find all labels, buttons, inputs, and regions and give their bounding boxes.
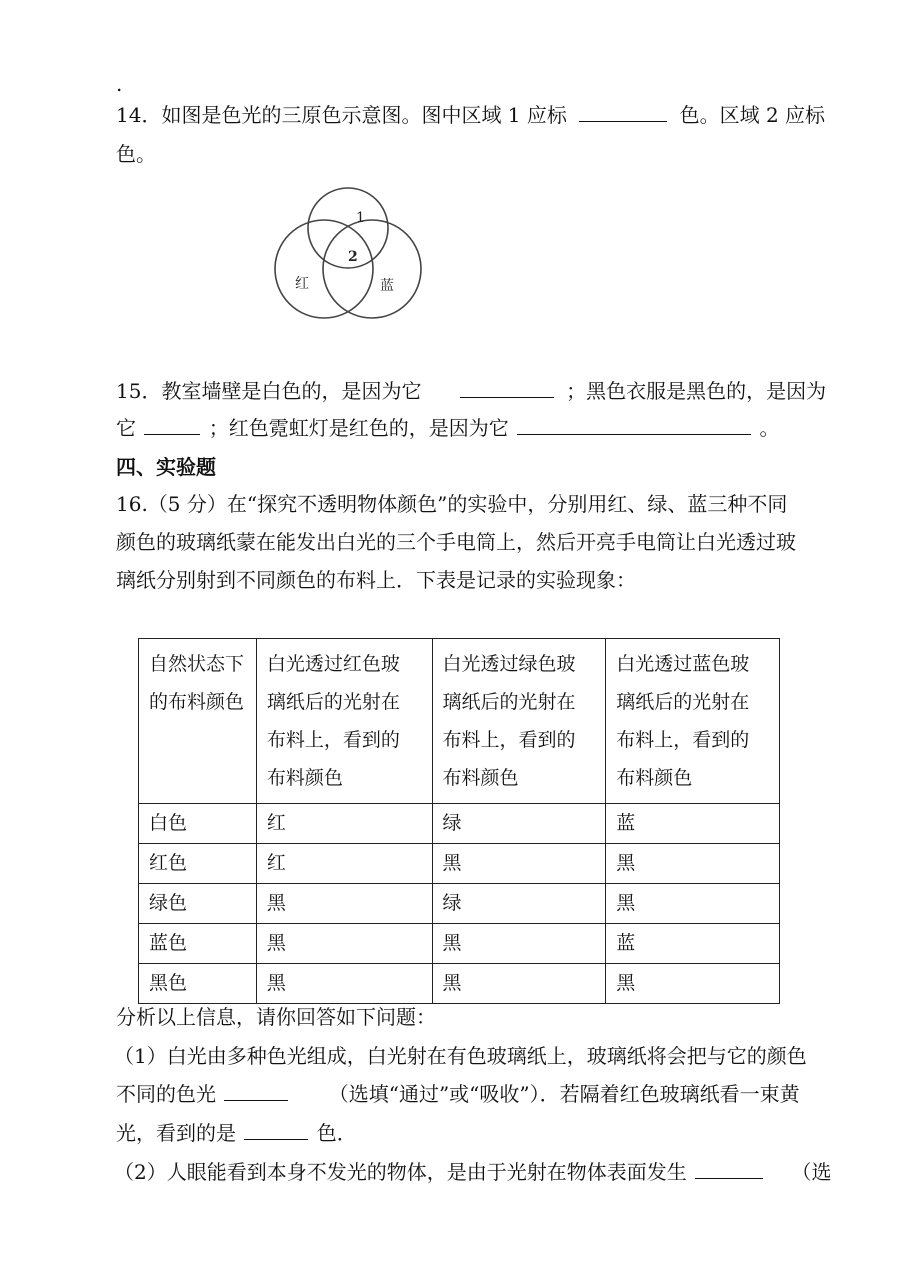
red-label: 红 <box>295 276 309 292</box>
q15-line2 <box>116 414 779 442</box>
table-cell: 红 <box>256 804 432 844</box>
table-cell: 黑 <box>606 884 780 924</box>
analysis-p1-line2 <box>116 1080 800 1108</box>
table-cell: 黑 <box>606 844 780 884</box>
section-title: 四、实验题 <box>116 455 216 479</box>
q14-text-b: 色。区域 2 应标 <box>679 103 826 127</box>
analysis-p1-line3 <box>116 1119 357 1147</box>
header-text: 布料上，看到的 <box>442 729 576 751</box>
p2-blank-1[interactable] <box>695 1177 763 1179</box>
p1-text-d: 色． <box>316 1121 357 1145</box>
q15-text-d: ；红色霓虹灯是红色的，是因为它 <box>208 416 509 440</box>
p1-text-b: （选填“通过”或“吸收”）．若隔着红色玻璃纸看一束黄 <box>328 1082 800 1106</box>
table-row <box>139 804 780 844</box>
header-text: 布料上，看到的 <box>616 729 750 751</box>
table-cell: 白色 <box>139 804 257 844</box>
table-cell: 黑 <box>256 924 432 964</box>
table-cell: 黑 <box>606 964 780 1004</box>
header-text: 自然状态下 <box>149 653 245 675</box>
table-cell: 绿 <box>432 884 606 924</box>
table-cell: 黑 <box>256 884 432 924</box>
header-text: 璃纸后的光射在 <box>616 691 750 713</box>
q15-text-c: 它 <box>116 416 136 440</box>
header-cell-natural <box>139 639 257 804</box>
table-row <box>139 884 780 924</box>
table-cell: 黑 <box>432 924 606 964</box>
q15-text-b: ；黑色衣服是黑色的，是因为 <box>566 379 827 403</box>
q15-blank-3[interactable] <box>517 433 751 435</box>
header-text: 的布料颜色 <box>149 691 245 713</box>
p1-text-a: 不同的色光 <box>116 1082 216 1106</box>
q15-line1 <box>116 377 826 405</box>
table-cell: 黑 <box>432 964 606 1004</box>
header-text: 布料上，看到的 <box>266 729 400 751</box>
table-row <box>139 964 780 1004</box>
table-cell: 红色 <box>139 844 257 884</box>
header-text: 璃纸后的光射在 <box>442 691 576 713</box>
q14-line1 <box>116 101 825 129</box>
region-2-label: 2 <box>348 249 358 265</box>
header-dot: . <box>116 72 123 96</box>
p1-blank-1[interactable] <box>224 1099 288 1101</box>
p2-text-a: （2）人眼能看到本身不发光的物体，是由于光射在物体表面发生 <box>114 1160 687 1184</box>
q14-line2: 色。 <box>116 142 156 166</box>
header-text: 白光透过绿色玻 <box>442 653 576 675</box>
blue-label: 蓝 <box>380 278 394 294</box>
table-cell: 蓝 <box>606 924 780 964</box>
header-cell-red <box>256 639 432 804</box>
header-cell-blue <box>606 639 780 804</box>
q15-text-e: 。 <box>759 416 780 440</box>
header-cell-green <box>432 639 606 804</box>
q14-text-a: 14．如图是色光的三原色示意图。图中区域 1 应标 <box>116 103 567 127</box>
table-row <box>139 924 780 964</box>
table-cell: 绿 <box>432 804 606 844</box>
header-text: 布料颜色 <box>616 767 693 789</box>
q16-line1: 16.（5 分）在“探究不透明物体颜色”的实验中，分别用红、绿、蓝三种不同 <box>116 492 788 516</box>
table-cell: 黑色 <box>139 964 257 1004</box>
table-cell: 蓝色 <box>139 924 257 964</box>
p1-blank-2[interactable] <box>244 1138 308 1140</box>
p1-text-c: 光，看到的是 <box>116 1121 236 1145</box>
q15-text-a: 15．教室墙壁是白色的，是因为它 <box>116 379 422 403</box>
header-text: 璃纸后的光射在 <box>266 691 400 713</box>
q15-blank-2[interactable] <box>144 433 200 435</box>
analysis-p2-line1 <box>114 1158 831 1186</box>
circle-blue <box>323 220 421 318</box>
header-text: 白光透过红色玻 <box>266 653 400 675</box>
analysis-intro: 分析以上信息，请你回答如下问题： <box>116 1005 436 1029</box>
q16-line2: 颜色的玻璃纸蒙在能发出白光的三个手电筒上，然后开亮手电筒让白光透过玻 <box>116 530 796 554</box>
table-header-row <box>139 639 780 804</box>
q15-blank-1[interactable] <box>460 396 554 398</box>
table-cell: 黑 <box>432 844 606 884</box>
header-text: 布料颜色 <box>266 767 343 789</box>
analysis-p1-line1: （1）白光由多种色光组成，白光射在有色玻璃纸上，玻璃纸将会把与它的颜色 <box>114 1044 807 1068</box>
p2-text-b: （选 <box>791 1160 832 1184</box>
table-cell: 红 <box>256 844 432 884</box>
header-text: 布料颜色 <box>442 767 519 789</box>
table-cell: 蓝 <box>606 804 780 844</box>
table-cell: 绿色 <box>139 884 257 924</box>
rgb-venn-diagram <box>262 182 434 324</box>
q16-line3: 璃纸分别射到不同颜色的布料上．下表是记录的实验现象： <box>116 568 636 592</box>
experiment-table <box>138 638 780 1004</box>
table-row <box>139 844 780 884</box>
region-1-label: 1 <box>356 210 365 226</box>
table-cell: 黑 <box>256 964 432 1004</box>
q14-blank-region1[interactable] <box>579 120 667 122</box>
header-text: 白光透过蓝色玻 <box>616 653 750 675</box>
circle-red <box>275 220 373 318</box>
